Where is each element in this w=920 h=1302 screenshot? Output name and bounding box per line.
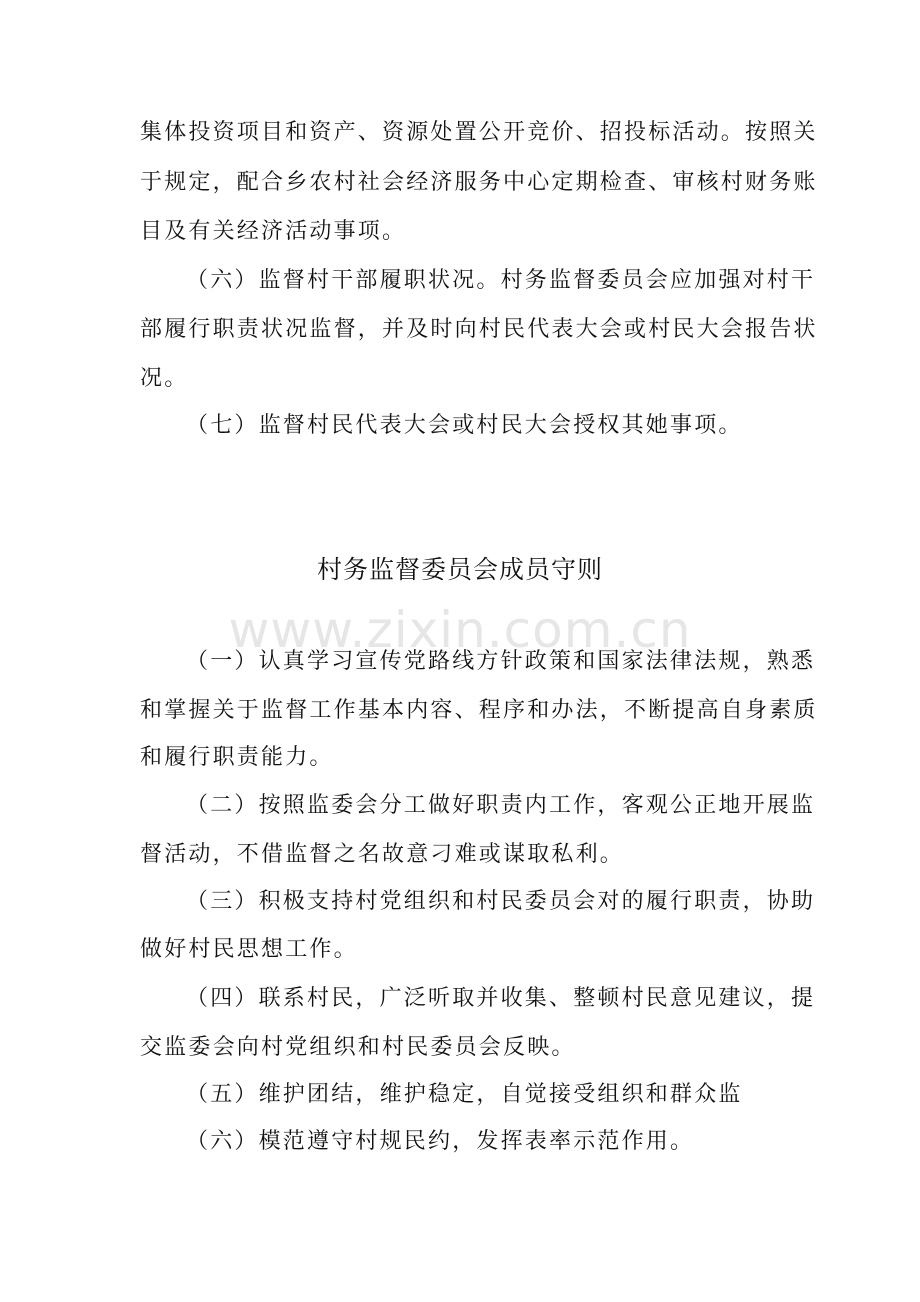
rule-five-line: （五）维护团结，维护稳定，自觉接受组织和群众监	[186, 1082, 743, 1107]
paragraph-line: 目及有关经济活动事项。	[140, 219, 407, 244]
rule-one-line: （一）认真学习宣传党路线方针政策和国家法律法规，熟悉	[186, 649, 816, 674]
paragraph-line: 于规定，配合乡农村社会经济服务中心定期检查、审核村财务账	[140, 170, 818, 195]
rule-four-line: （四）联系村民，广泛听取并收集、整顿村民意见建议，提	[186, 986, 816, 1011]
paragraph-line: 交监委会向村党组织和村民委员会反映。	[140, 1035, 576, 1060]
paragraph-line: 部履行职责状况监督，并及时向村民代表大会或村民大会报告状	[140, 317, 818, 342]
paragraph-line: 做好村民思想工作。	[140, 937, 358, 962]
item-six-line: （六）监督村干部履职状况。村务监督委员会应加强对村干	[186, 268, 816, 293]
section-title: 村务监督委员会成员守则	[316, 555, 603, 584]
item-seven-line: （七）监督村民代表大会或村民大会授权其她事项。	[186, 413, 743, 438]
paragraph-line: 督活动，不借监督之名故意刁难或谋取私利。	[140, 842, 625, 867]
rule-three-line: （三）积极支持村党组织和村民委员会对的履行职责，协助	[186, 889, 816, 914]
paragraph-line: 集体投资项目和资产、资源处置公开竞价、招投标活动。按照关	[140, 120, 818, 145]
rule-two-line: （二）按照监委会分工做好职责内工作，客观公正地开展监	[186, 793, 816, 818]
rule-six-line: （六）模范遵守村规民约，发挥表率示范作用。	[186, 1129, 695, 1154]
paragraph-line: 和掌握关于监督工作基本内容、程序和办法，不断提高自身素质	[140, 698, 818, 723]
paragraph-line: 况。	[140, 366, 189, 391]
paragraph-line: 和履行职责能力。	[140, 745, 334, 770]
watermark: www.zixin.com.cn	[228, 601, 692, 659]
